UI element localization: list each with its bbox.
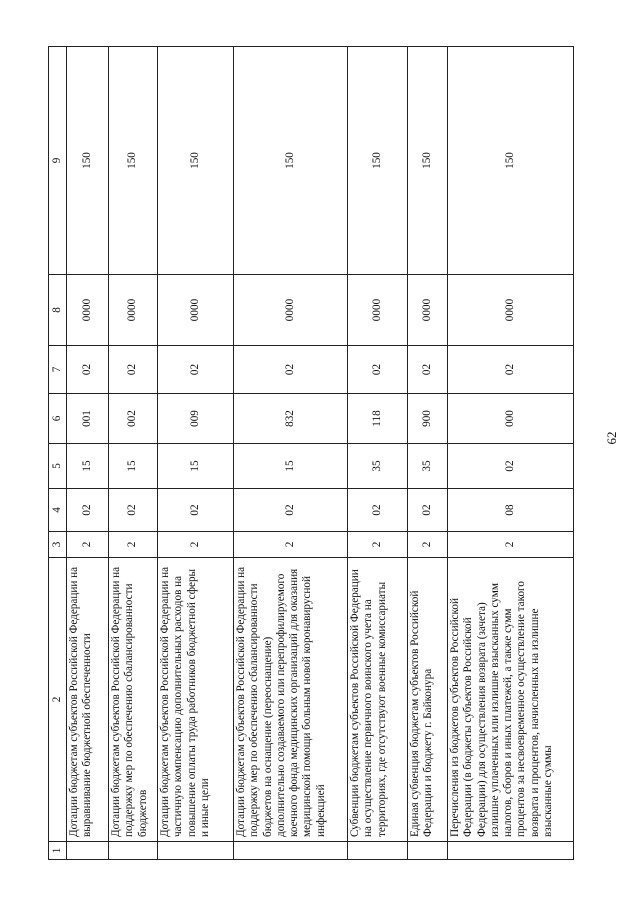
code-cell-7: 02 [448, 346, 574, 394]
row-number-cell [408, 842, 448, 860]
code-cell-9: 150 [234, 47, 348, 275]
table-row [158, 47, 234, 860]
header-col-8: 8 [49, 275, 67, 346]
code-cell-5: 02 [448, 444, 574, 489]
code-cell-7: 02 [234, 346, 348, 394]
header-col-5: 5 [49, 444, 67, 489]
row-number-cell [448, 842, 574, 860]
code-cell-4: 08 [448, 489, 574, 532]
code-cell-9: 150 [408, 47, 448, 275]
code-cell-3: 2 [158, 532, 234, 558]
code-cell-3: 2 [448, 532, 574, 558]
code-cell-4: 02 [158, 489, 234, 532]
code-cell-4: 02 [348, 489, 408, 532]
page-number: 62 [604, 431, 619, 445]
row-name-cell: Дотации бюджетам субъектов Российской Федерации на выравнивание бюджетной обеспеченности [67, 558, 109, 842]
code-cell-3: 2 [109, 532, 158, 558]
code-cell-7: 02 [67, 346, 109, 394]
table-row [109, 47, 158, 860]
row-name-cell: Субвенции бюджетам субъектов Российской Федерации на осуществление первичного воинского учета на территориях, где отсутствуют военные комиссариаты [348, 558, 408, 842]
row-number-cell [67, 842, 109, 860]
code-cell-3: 2 [348, 532, 408, 558]
code-cell-7: 02 [109, 346, 158, 394]
code-cell-6: 000 [448, 394, 574, 444]
header-col-2: 2 [49, 558, 67, 842]
code-cell-6: 118 [348, 394, 408, 444]
code-cell-8: 0000 [158, 275, 234, 346]
row-name-cell: Перечисления из бюджетов субъектов Российской Федерации (в бюджеты субъектов Российской Федерации) для осуществления возврата (зачета) излишне уплаченных или излишне взысканных сумм налогов, сборов и иных платежей, а также сумм процентов за несвоевременное осуществление такого возврата и процентов, начисленных на излишне взысканные суммы [448, 558, 574, 842]
code-cell-4: 02 [408, 489, 448, 532]
code-cell-5: 35 [408, 444, 448, 489]
code-cell-9: 150 [448, 47, 574, 275]
code-cell-7: 02 [408, 346, 448, 394]
header-col-1: 1 [49, 842, 67, 860]
code-cell-3: 2 [67, 532, 109, 558]
code-cell-5: 15 [234, 444, 348, 489]
row-number-cell [234, 842, 348, 860]
row-name-cell: Дотации бюджетам субъектов Российской Федерации на частичную компенсацию дополнительных расходов на повышение оплаты труда работников бюджетной сферы и иные цели [158, 558, 234, 842]
row-number-cell [158, 842, 234, 860]
budget-code-table-rotated [48, 47, 608, 860]
code-cell-6: 900 [408, 394, 448, 444]
header-col-4: 4 [49, 489, 67, 532]
header-col-6: 6 [49, 394, 67, 444]
code-cell-6: 002 [109, 394, 158, 444]
row-name-cell: Единая субвенция бюджетам субъектов Российской Федерации и бюджету г. Байконура [408, 558, 448, 842]
code-cell-8: 0000 [448, 275, 574, 346]
code-cell-9: 150 [348, 47, 408, 275]
code-cell-3: 2 [408, 532, 448, 558]
code-cell-3: 2 [234, 532, 348, 558]
table-row [448, 47, 574, 860]
code-cell-7: 02 [348, 346, 408, 394]
table-row [234, 47, 348, 860]
header-col-9: 9 [49, 47, 67, 275]
code-cell-9: 150 [158, 47, 234, 275]
code-cell-6: 009 [158, 394, 234, 444]
code-cell-9: 150 [109, 47, 158, 275]
code-cell-8: 0000 [348, 275, 408, 346]
table-row [348, 47, 408, 860]
row-name-cell: Дотации бюджетам субъектов Российской Федерации на поддержку мер по обеспечению сбалансированности бюджетов на оснащение (переоснащение) дополнительно создаваемого или перепрофилируемого коечного фонда медицинских организаций для оказания медицинской помощи больным новой коронавирусной инфекцией [234, 558, 348, 842]
code-cell-8: 0000 [234, 275, 348, 346]
code-cell-5: 15 [67, 444, 109, 489]
code-cell-5: 35 [348, 444, 408, 489]
header-row [49, 47, 67, 860]
code-cell-6: 832 [234, 394, 348, 444]
row-number-cell [348, 842, 408, 860]
header-col-7: 7 [49, 346, 67, 394]
code-cell-4: 02 [109, 489, 158, 532]
code-cell-6: 001 [67, 394, 109, 444]
code-cell-4: 02 [67, 489, 109, 532]
code-cell-8: 0000 [67, 275, 109, 346]
code-cell-8: 0000 [408, 275, 448, 346]
budget-code-table [48, 46, 574, 860]
code-cell-4: 02 [234, 489, 348, 532]
header-col-3: 3 [49, 532, 67, 558]
table-row [408, 47, 448, 860]
row-name-cell: Дотации бюджетам субъектов Российской Федерации на поддержку мер по обеспечению сбалансированности бюджетов [109, 558, 158, 842]
code-cell-5: 15 [158, 444, 234, 489]
code-cell-9: 150 [67, 47, 109, 275]
code-cell-7: 02 [158, 346, 234, 394]
table-row [67, 47, 109, 860]
code-cell-8: 0000 [109, 275, 158, 346]
code-cell-5: 15 [109, 444, 158, 489]
row-number-cell [109, 842, 158, 860]
